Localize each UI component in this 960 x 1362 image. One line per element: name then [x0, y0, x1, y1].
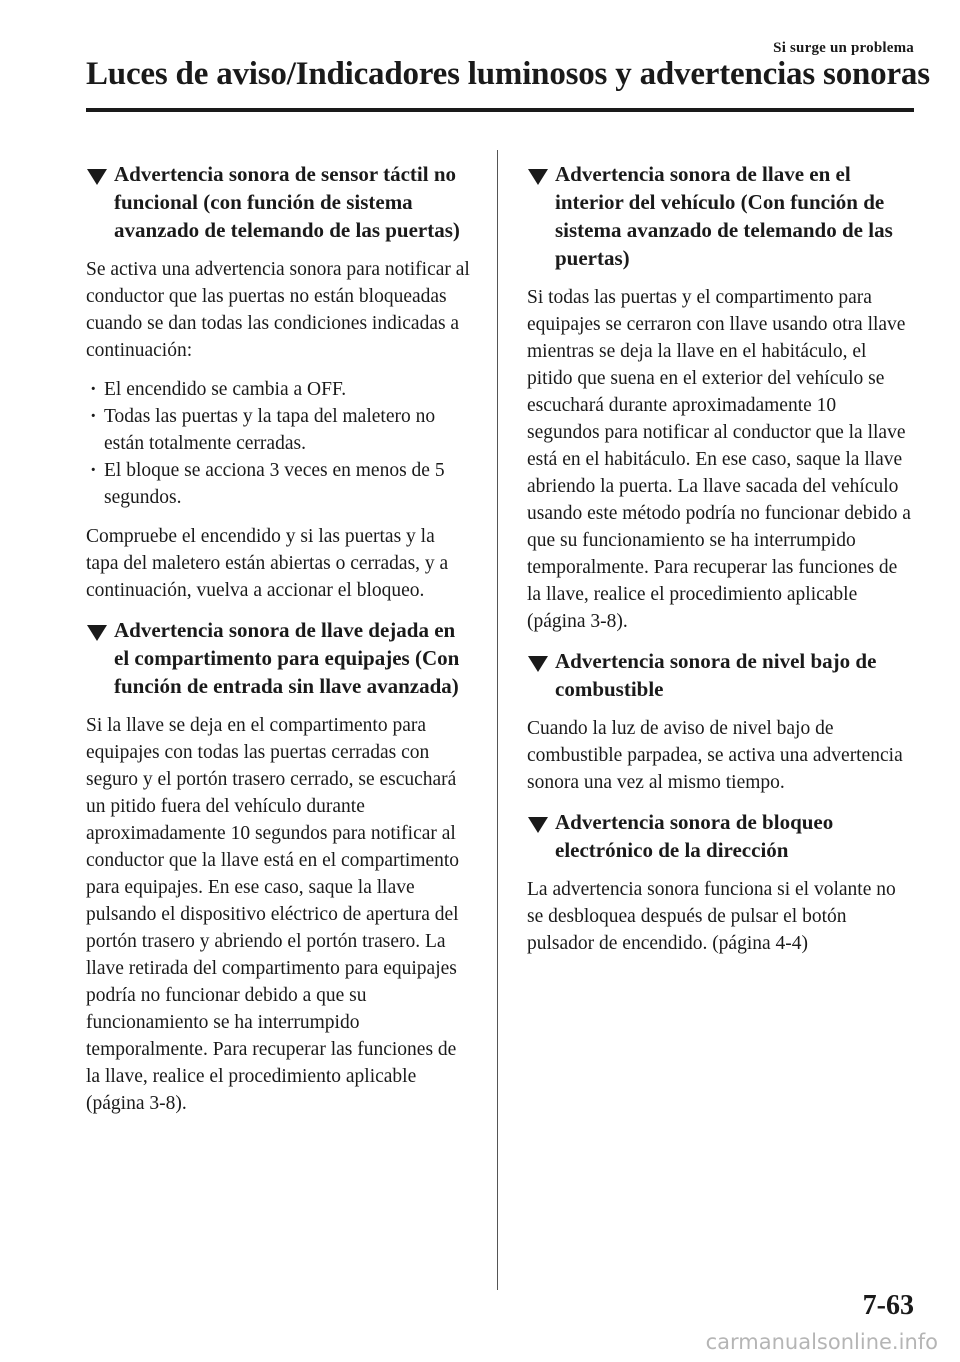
section-key-in-trunk	[86, 616, 470, 1117]
list-item: · El encendido se cambia a OFF.	[86, 376, 470, 403]
chapter-label: Si surge un problema	[773, 40, 914, 56]
section-body: Cuando la luz de aviso de nivel bajo de combustible parpadea, se activa una advertencia sonora una vez al mismo tiempo.	[527, 718, 903, 793]
page-title: Luces de aviso/Indicadores luminosos y advertencias sonoras	[86, 56, 930, 92]
title-rule	[86, 108, 914, 112]
section-low-fuel	[527, 647, 911, 796]
triangle-marker-icon	[87, 169, 107, 185]
section-heading: Advertencia sonora de llave en el interior del vehículo (Con función de sistema avanzado de telemando de las puertas)	[527, 160, 911, 272]
triangle-marker-icon	[87, 625, 107, 641]
list-item: · Todas las puertas y la tapa del maletero no están totalmente cerradas.	[86, 403, 470, 457]
triangle-marker-icon	[528, 169, 548, 185]
section-body: Si todas las puertas y el compartimento para equipajes se cerraron con llave usando otra llave mientras se deja la llave en el habitáculo, el pitido que suena en el exterior del vehículo se escuchará durante aproximadamente 10 segundos para notificar al conductor que la llave está en el habitáculo. En ese caso, saque la llave abriendo la puerta. La llave sacada del vehículo usando este método podría no funcionar debido a que su funcionamiento se ha interrumpido temporalmente. Para recuperar las funciones de la llave, realice el procedimiento aplicable (página 3-8).	[527, 287, 911, 632]
section-heading: Advertencia sonora de bloqueo electrónico de la dirección	[527, 808, 911, 864]
triangle-marker-icon	[528, 817, 548, 833]
section-heading: Advertencia sonora de nivel bajo de combustible	[527, 647, 911, 703]
condition-list	[86, 376, 470, 511]
section-body: La advertencia sonora funciona si el volante no se desbloquea después de pulsar el botón pulsador de encendido. (página 4-4)	[527, 879, 896, 954]
section-body: Si la llave se deja en el compartimento para equipajes con todas las puertas cerradas con seguro y el portón trasero cerrado, se escuchará un pitido fuera del vehículo durante aproximadamente 10 segundos para notificar al conductor que la llave está en el compartimento para equipajes. En ese caso, saque la llave pulsando el dispositivo eléctrico de apertura del portón trasero y abriendo el portón trasero. La llave retirada del compartimento para equipajes podría no funcionar debido a que su funcionamiento se ha interrumpido temporalmente. Para recuperar las funciones de la llave, realice el procedimiento aplicable (página 3-8).	[86, 715, 460, 1114]
section-key-in-vehicle	[527, 160, 911, 635]
section-touch-sensor	[86, 160, 470, 604]
triangle-marker-icon	[528, 656, 548, 672]
left-column	[86, 160, 470, 1129]
watermark: carmanualsonline.info	[705, 1330, 938, 1354]
section-intro: Se activa una advertencia sonora para notificar al conductor que las puertas no están bloqueadas cuando se dan todas las condiciones indicadas a continuación:	[86, 259, 470, 361]
section-heading: Advertencia sonora de llave dejada en el compartimento para equipajes (Con función de entrada sin llave avanzada)	[86, 616, 470, 700]
section-steering-lock	[527, 808, 911, 957]
section-outro: Compruebe el encendido y si las puertas y la tapa del maletero están abiertas o cerradas, y a continuación, vuelva a accionar el bloqueo.	[86, 526, 449, 601]
page-number: 7-63	[862, 1290, 914, 1321]
list-item: · El bloque se acciona 3 veces en menos de 5 segundos.	[86, 457, 470, 511]
column-divider	[497, 150, 498, 1290]
section-heading: Advertencia sonora de sensor táctil no funcional (con función de sistema avanzado de telemando de las puertas)	[86, 160, 470, 244]
right-column	[527, 160, 911, 969]
